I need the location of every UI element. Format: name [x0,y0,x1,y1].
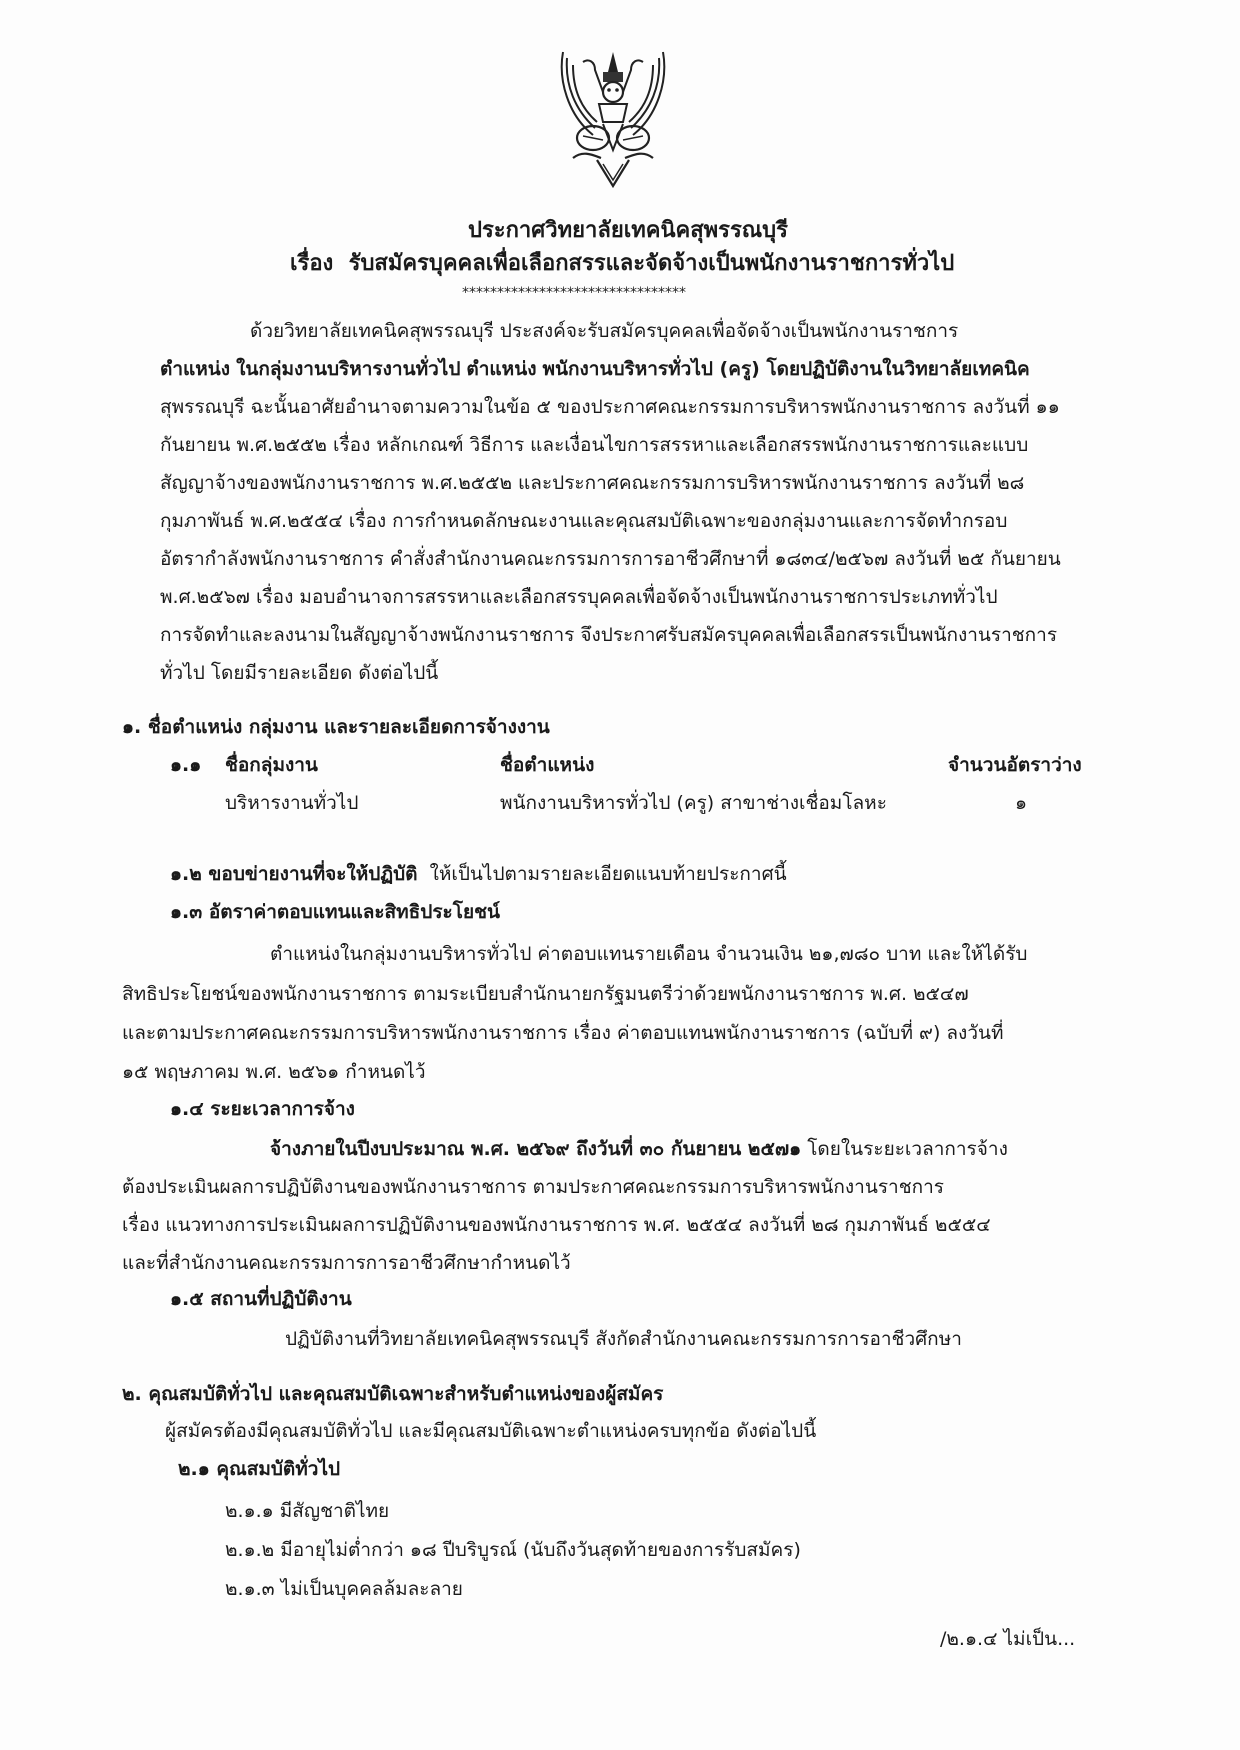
subject-text: รับสมัครบุคคลเพื่อเลือกสรรและจัดจ้างเป็นพนักงานราชการทั่วไป [348,251,955,276]
intro-line-6: กุมภาพันธ์ พ.ศ.๒๕๕๔ เรื่อง การกำหนดลักษณะงานและคุณสมบัติเฉพาะของกลุ่มงานและการจัดทำกรอบ [160,510,1008,532]
col-header-group: ชื่อกลุ่มงาน [225,754,318,776]
table-row-position: พนักงานบริหารทั่วไป (ครู) สาขาช่างเชื่อมโลหะ [500,792,887,814]
intro-line-10: ทั่วไป โดยมีรายละเอียด ดังต่อไปนี้ [160,662,439,684]
garuda-emblem-icon [553,40,673,190]
s14-heading: ๑.๔ ระยะเวลาการจ้าง [170,1098,355,1120]
s13-line-1: ตำแหน่งในกลุ่มงานบริหารทั่วไป ค่าตอบแทนรายเดือน จำนวนเงิน ๒๑,๗๘๐ บาท และให้ได้รับ [270,943,1028,965]
s11-number: ๑.๑ [170,754,202,776]
intro-line-5: สัญญาจ้างของพนักงานราชการ พ.ศ.๒๕๕๒ และประกาศคณะกรรมการบริหารพนักงานราชการ ลงวันที่ ๒๘ [160,472,1025,494]
intro-line-1: ด้วยวิทยาลัยเทคนิคสุพรรณบุรี ประสงค์จะรับสมัครบุคคลเพื่อจัดจ้างเป็นพนักงานราชการ [250,320,959,342]
section-1-heading: ๑. ชื่อตำแหน่ง กลุ่มงาน และรายละเอียดการจ้างงาน [122,716,550,738]
s14-line-2: ต้องประเมินผลการปฏิบัติงานของพนักงานราชการ ตามประกาศคณะกรรมการบริหารพนักงานราชการ [122,1176,944,1198]
table-row-vacancies: ๑ [1015,792,1028,814]
section-2-intro: ผู้สมัครต้องมีคุณสมบัติทั่วไป และมีคุณสมบัติเฉพาะตำแหน่งครบทุกข้อ ดังต่อไปนี้ [165,1420,817,1442]
intro-line-2: ตำแหน่ง ในกลุ่มงานบริหารงานทั่วไป ตำแหน่ง พนักงานบริหารทั่วไป (ครู) โดยปฏิบัติงานในวิทยาลัยเทคนิค [160,358,1030,380]
s13-line-2: สิทธิประโยชน์ของพนักงานราชการ ตามระเบียบสำนักนายกรัฐมนตรีว่าด้วยพนักงานราชการ พ.ศ. ๒๕๔๗ [122,983,969,1005]
col-header-vacancies: จำนวนอัตราว่าง [948,754,1082,776]
intro-line-9: การจัดทำและลงนามในสัญญาจ้างพนักงานราชการ จึงประกาศรับสมัครบุคคลเพื่อเลือกสรรเป็นพนักงานราชการ [160,624,1058,646]
s14-line-1: จ้างภายในปีงบประมาณ พ.ศ. ๒๕๖๙ ถึงวันที่ ๓๐ กันยายน ๒๕๗๑ โดยในระยะเวลาการจ้าง [270,1138,1008,1160]
s14-line-4: และที่สำนักงานคณะกรรมการการอาชีวศึกษากำหนดไว้ [122,1252,571,1274]
announcement-title: ประกาศวิทยาลัยเทคนิคสุพรรณบุรี [468,218,788,243]
s15-heading: ๑.๕ สถานที่ปฏิบัติงาน [170,1288,352,1310]
section-2-heading: ๒. คุณสมบัติทั่วไป และคุณสมบัติเฉพาะสำหรับตำแหน่งของผู้สมัคร [122,1383,664,1405]
s12-text: ให้เป็นไปตามรายละเอียดแนบท้ายประกาศนี้ [429,863,787,885]
s21-item-3: ๒.๑.๓ ไม่เป็นบุคคลล้มละลาย [225,1578,463,1600]
s13-line-4: ๑๕ พฤษภาคม พ.ศ. ๒๕๖๑ กำหนดไว้ [122,1061,426,1083]
s21-item-2: ๒.๑.๒ มีอายุไม่ต่ำกว่า ๑๘ ปีบริบูรณ์ (นับถึงวันสุดท้ายของการรับสมัคร) [225,1539,801,1561]
intro-line-8: พ.ศ.๒๕๖๗ เรื่อง มอบอำนาจการสรรหาและเลือกสรรบุคคลเพื่อจัดจ้างเป็นพนักงานราชการประเภททั่วไป [160,586,998,608]
s13-line-3: และตามประกาศคณะกรรมการบริหารพนักงานราชการ เรื่อง ค่าตอบแทนพนักงานราชการ (ฉบับที่ ๙) ลงวันที่ [122,1022,1004,1044]
table-row-group: บริหารงานทั่วไป [225,792,359,814]
s12-line [170,865,787,884]
intro-line-7: อัตรากำลังพนักงานราชการ คำสั่งสำนักงานคณะกรรมการการอาชีวศึกษาที่ ๑๘๓๔/๒๕๖๗ ลงวันที่ ๒๕ กันยายน [160,548,1061,570]
s13-heading: ๑.๓ อัตราค่าตอบแทนและสิทธิประโยชน์ [170,901,500,923]
s21-item-1: ๒.๑.๑ มีสัญชาติไทย [225,1500,390,1522]
intro-line-4: กันยายน พ.ศ.๒๕๕๒ เรื่อง หลักเกณฑ์ วิธีการ และเงื่อนไขการสรรหาและเลือกสรรพนักงานราชการและแบบ [160,434,1029,456]
s12-heading: ๑.๒ ขอบข่ายงานที่จะให้ปฏิบัติ [170,863,418,885]
subject-label: เรื่อง [290,251,334,276]
page-continuation: /๒.๑.๔ ไม่เป็น... [940,1628,1076,1650]
header-separator: ******************************** [462,285,686,301]
s15-text: ปฏิบัติงานที่วิทยาลัยเทคนิคสุพรรณบุรี สังกัดสำนักงานคณะกรรมการการอาชีวศึกษา [285,1328,962,1350]
col-header-position: ชื่อตำแหน่ง [500,754,595,776]
announcement-subject [290,245,954,280]
s21-heading: ๒.๑ คุณสมบัติทั่วไป [178,1458,341,1480]
s14-line-3: เรื่อง แนวทางการประเมินผลการปฏิบัติงานของพนักงานราชการ พ.ศ. ๒๕๕๔ ลงวันที่ ๒๘ กุมภาพันธ์ ๒๕๕๔ [122,1214,991,1236]
intro-line-3: สุพรรณบุรี ฉะนั้นอาศัยอำนาจตามความในข้อ ๕ ของประกาศคณะกรรมการบริหารพนักงานราชการ ลงวันที่ ๑๑ [160,396,1060,418]
